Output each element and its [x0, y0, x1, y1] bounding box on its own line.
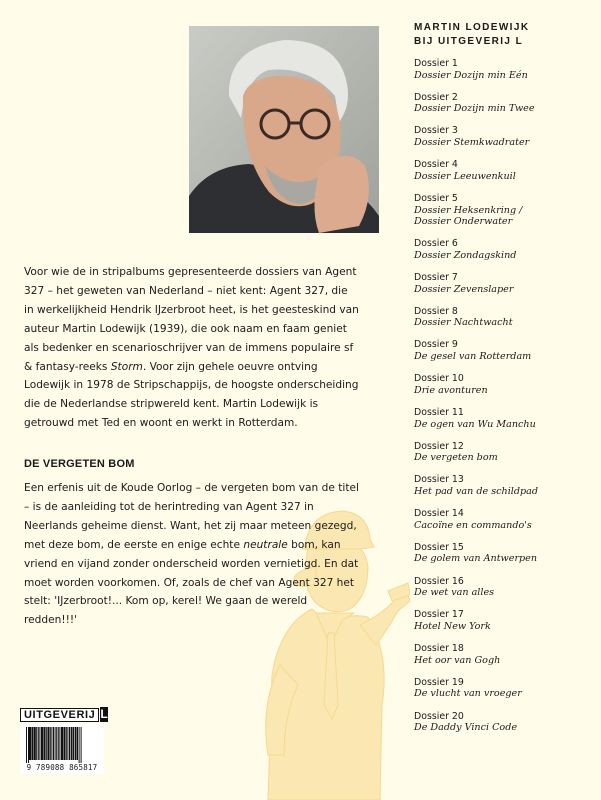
- dossier-number: Dossier 5: [414, 192, 458, 204]
- barcode-bar: [71, 727, 73, 760]
- dossier-title: Dossier Dozijn min Eén: [414, 69, 528, 81]
- bio-text-part: . Voor zijn gehele oeuvre ontving Lodewijk in 1978 de Stripschappijs, de hoogste onderscheiding die de Nederlandse stripwereld kent. Martin Lodewijk is getrouwd met Ted en woont en werkt in Rotterdam.: [24, 360, 359, 430]
- dossier-title: Hotel New York: [414, 620, 491, 632]
- dossier-title: De vlucht van vroeger: [414, 688, 522, 700]
- barcode-bar: [75, 727, 77, 760]
- blurb-text-italic: neutrale: [243, 538, 288, 551]
- dossier-item: [414, 92, 594, 115]
- barcode-bar: [56, 727, 57, 760]
- dossier-title: Dossier Nachtwacht: [414, 317, 513, 329]
- barcode-bar: [58, 727, 59, 760]
- barcode-bar: [31, 727, 33, 760]
- barcode-bar: [43, 727, 45, 760]
- barcode-bar: [59, 727, 60, 760]
- dossier-number: Dossier 16: [414, 575, 464, 587]
- dossier-item: [414, 508, 594, 531]
- barcode-bar: [73, 727, 74, 760]
- dossier-title: Het oor van Gogh: [414, 654, 501, 666]
- dossier-title: De vergeten bom: [414, 452, 498, 464]
- barcode-bar: [50, 727, 51, 760]
- bio-text-part: Voor wie de in stripalbums gepresenteerde dossiers van Agent 327 – het geweten van Nederland – niet kent: Agent 327, die in werkelijkheid Hendrik IJzerbroot heet, is het geesteskind van auteur Martin Lodewijk (1939), die ook naam en faam geniet als bedenker en scenarioschrijver van de immens populaire sf & fantasy-reeks: [24, 266, 359, 373]
- dossier-list: [414, 58, 594, 744]
- series-header: [414, 21, 589, 49]
- dossier-title: De golem van Antwerpen: [414, 553, 538, 565]
- dossier-title: Cacoïne en commando's: [414, 519, 532, 531]
- dossier-number: Dossier 1: [414, 58, 458, 69]
- barcode-bar: [26, 727, 27, 764]
- barcode-bar: [66, 727, 67, 760]
- dossier-item: [414, 441, 594, 464]
- barcode-bar: [51, 727, 52, 760]
- author-bio: [24, 263, 359, 433]
- dossier-title-second: Dossier Onderwater: [414, 216, 513, 228]
- barcode-bar: [39, 727, 40, 760]
- dossier-number: Dossier 11: [414, 406, 464, 418]
- dossier-title: Dossier Zondagskind: [414, 249, 517, 261]
- dossier-item: [414, 677, 594, 700]
- dossier-item: [414, 306, 594, 329]
- dossier-item: [414, 272, 594, 295]
- barcode-bar: [47, 727, 49, 760]
- dossier-item: [414, 125, 594, 148]
- dossier-title: Dossier Leeuwenkuil: [414, 170, 516, 182]
- dossier-title: Dossier Stemkwadrater: [414, 137, 530, 149]
- dossier-item: [414, 609, 594, 632]
- barcode-bar: [77, 727, 78, 760]
- dossier-number: Dossier 17: [414, 609, 464, 621]
- dossier-number: Dossier 10: [414, 373, 464, 385]
- dossier-item: [414, 643, 594, 666]
- author-photo: [189, 26, 379, 233]
- publisher-logo-mark: L: [100, 707, 108, 721]
- dossier-item: [414, 576, 594, 599]
- dossier-number: Dossier 3: [414, 125, 458, 137]
- dossier-title: Dossier Zevenslaper: [414, 283, 514, 295]
- barcode-digits: 9 789088 865817: [20, 763, 104, 773]
- barcode-bar: [55, 727, 56, 760]
- dossier-number: Dossier 6: [414, 238, 458, 250]
- barcode-bar: [46, 727, 47, 760]
- dossier-title: Dossier Heksenkring /: [414, 204, 523, 216]
- dossier-number: Dossier 2: [414, 91, 458, 103]
- dossier-number: Dossier 12: [414, 440, 464, 452]
- barcode-bar: [36, 727, 37, 760]
- dossier-number: Dossier 20: [414, 710, 464, 722]
- series-header-line: BIJ UITGEVERIJ L: [414, 36, 524, 47]
- dossier-number: Dossier 9: [414, 339, 458, 351]
- dossier-item: [414, 238, 594, 261]
- dossier-number: Dossier 8: [414, 305, 458, 317]
- dossier-item: [414, 711, 594, 734]
- blurb-text-part: bom, kan vriend en vijand zonder onderscheid worden vernietigd. En dat moet worden voorkomen. Of, zoals de chef van Agent 327 het stelt: 'IJzerbroot!... Kom op, kerel! We gaan de wereld redden!!!': [24, 538, 359, 627]
- barcode-bar: [79, 727, 80, 764]
- publisher-logo: [20, 707, 108, 722]
- barcode-bar: [69, 727, 70, 760]
- dossier-number: Dossier 19: [414, 676, 464, 688]
- series-header-line: MARTIN LODEWIJK: [414, 22, 530, 33]
- album-title-heading: DE VERGETEN BOM: [24, 458, 135, 470]
- bio-text-italic: Storm: [110, 360, 143, 373]
- dossier-title: De ogen van Wu Manchu: [414, 418, 536, 430]
- dossier-number: Dossier 15: [414, 541, 464, 553]
- barcode-bar: [63, 727, 65, 760]
- barcode-bar: [41, 727, 43, 760]
- dossier-title: De Daddy Vinci Code: [414, 722, 518, 734]
- barcode-bar: [28, 727, 29, 764]
- bio-paragraph: [24, 263, 359, 433]
- barcode-bar: [61, 727, 63, 760]
- dossier-item: [414, 193, 594, 228]
- dossier-item: [414, 159, 594, 182]
- dossier-number: Dossier 13: [414, 474, 464, 486]
- barcode-bar: [81, 727, 82, 764]
- publisher-logo-text: UITGEVERIJ: [20, 708, 99, 722]
- dossier-number: Dossier 18: [414, 643, 464, 655]
- dossier-item: [414, 339, 594, 362]
- barcode-bar: [67, 727, 68, 760]
- barcode-bar: [29, 727, 31, 760]
- dossier-item: [414, 542, 594, 565]
- blurb-text-part: Een erfenis uit de Koude Oorlog – de vergeten bom van de titel – is de aanleiding tot de herintreding van Agent 327 in Neerlands geheime dienst. Want, het zij maar meteen gezegd, met deze bom, de eerste en enige echte: [24, 482, 359, 551]
- blurb-paragraph: [24, 479, 359, 630]
- dossier-item: [414, 407, 594, 430]
- dossier-title: Dossier Dozijn min Twee: [414, 103, 535, 115]
- dossier-number: Dossier 7: [414, 272, 458, 283]
- dossier-title: Drie avonturen: [414, 384, 488, 396]
- dossier-title: De gesel van Rotterdam: [414, 351, 532, 363]
- dossier-number: Dossier 4: [414, 159, 458, 171]
- barcode-bar: [38, 727, 39, 760]
- dossier-title: De wet van alles: [414, 587, 495, 599]
- barcode-bar: [53, 727, 54, 760]
- barcode-bar: [34, 727, 36, 760]
- dossier-title: Het pad van de schildpad: [414, 486, 538, 497]
- dossier-item: [414, 58, 594, 81]
- dossier-number: Dossier 14: [414, 508, 464, 520]
- dossier-item: [414, 474, 594, 497]
- dossier-item: [414, 373, 594, 396]
- album-blurb: [24, 479, 359, 630]
